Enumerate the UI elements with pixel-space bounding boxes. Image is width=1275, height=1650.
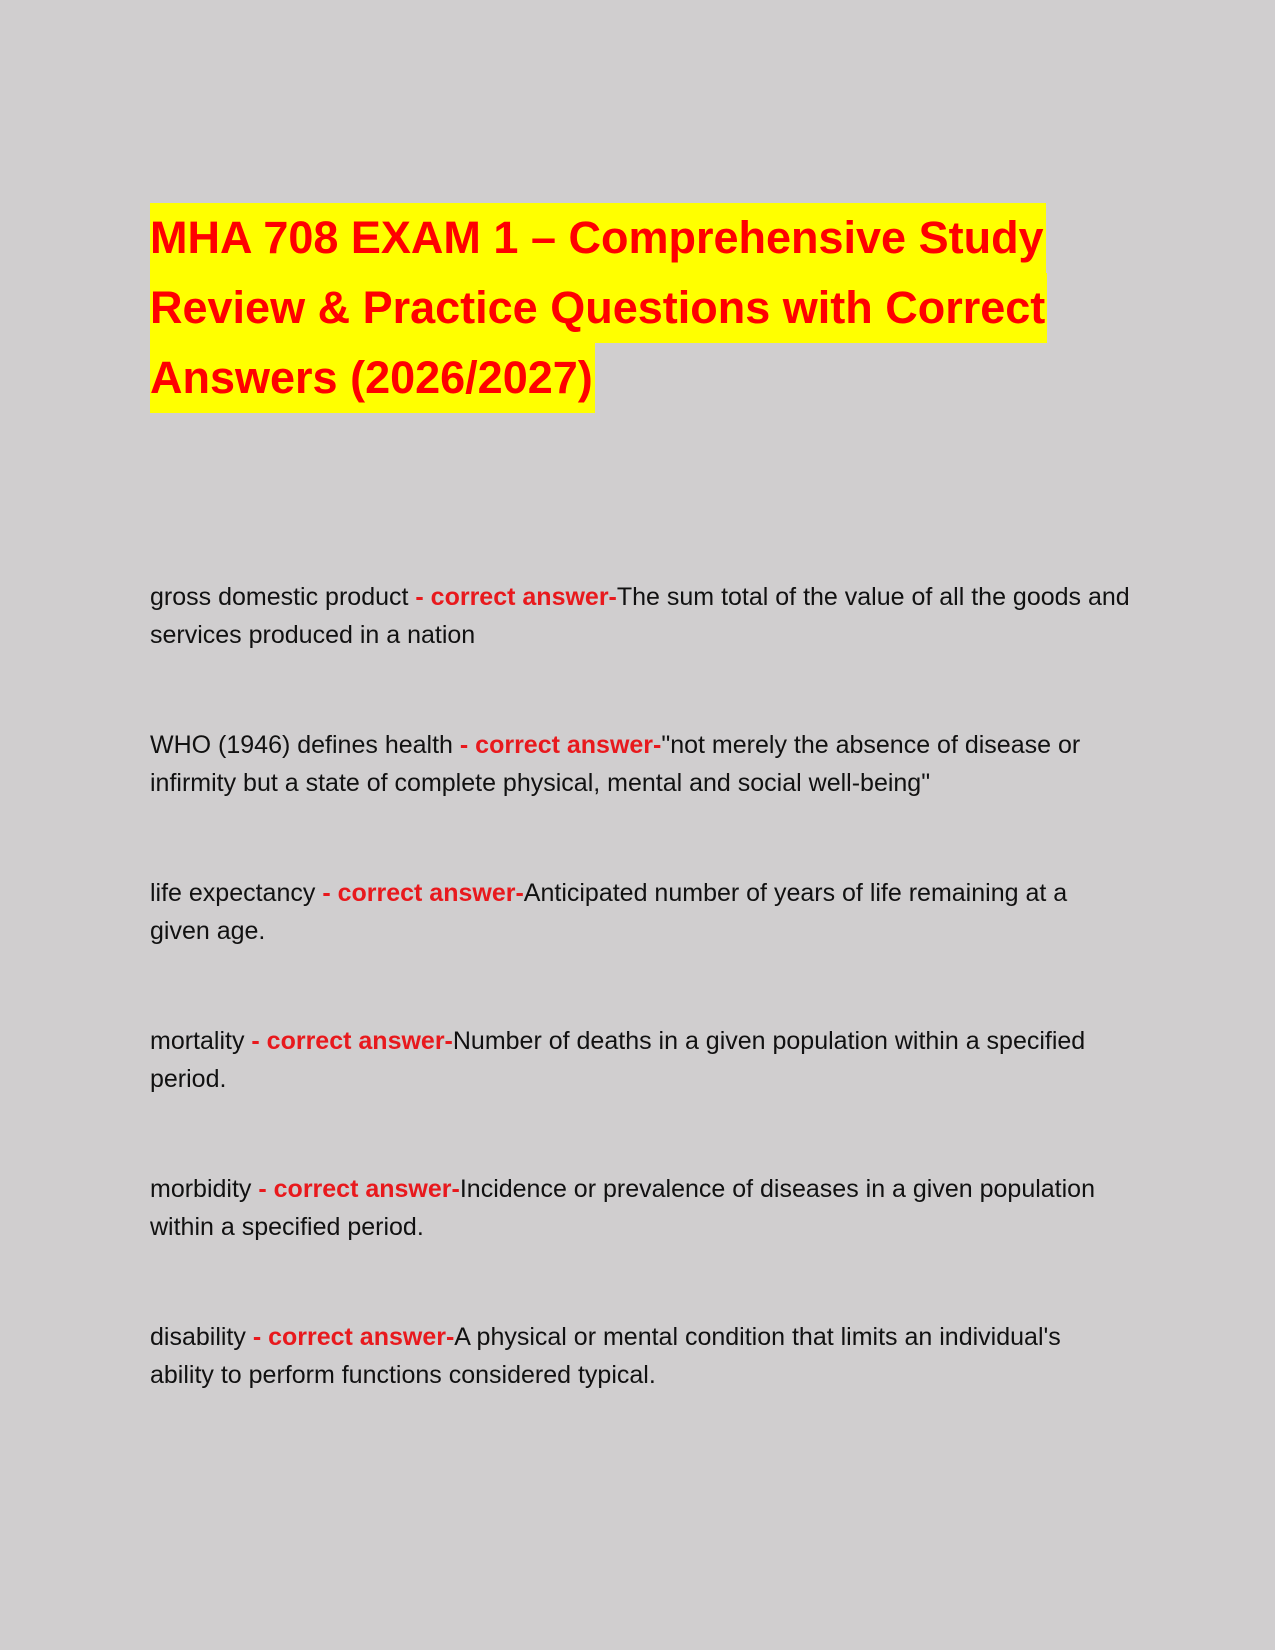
qa-item-who-health — [150, 726, 1130, 802]
document-title — [150, 203, 1110, 413]
qa-answer: Incidence or prevalence of diseases in a given population within a specified period. — [150, 1175, 1095, 1241]
qa-list — [150, 578, 1130, 1466]
qa-term: gross domestic product — [150, 583, 416, 611]
qa-item-life-expectancy — [150, 874, 1130, 950]
qa-term: mortality — [150, 1027, 252, 1055]
qa-item-disability — [150, 1318, 1130, 1394]
qa-answer: "not merely the absence of disease or infirmity but a state of complete physical, mental and social well-being" — [150, 731, 1081, 797]
title-line-3: Answers (2026/2027) — [150, 343, 595, 413]
qa-separator: - correct answer- — [251, 1027, 453, 1055]
qa-separator: - correct answer- — [459, 731, 662, 759]
qa-answer: The sum total of the value of all the goods and services produced in a nation — [150, 583, 1130, 649]
qa-separator: - correct answer- — [252, 1323, 455, 1351]
qa-answer: Number of deaths in a given population within a specified period. — [150, 1027, 1086, 1093]
title-line-1: MHA 708 EXAM 1 – Comprehensive Study — [150, 203, 1046, 273]
qa-term: morbidity — [150, 1175, 259, 1203]
title-line-2: Review & Practice Questions with Correct — [150, 273, 1047, 343]
qa-item-morbidity — [150, 1170, 1130, 1246]
qa-term: life expectancy — [150, 879, 323, 907]
qa-term: disability — [150, 1323, 253, 1351]
qa-separator: - correct answer- — [322, 879, 524, 907]
qa-item-gdp — [150, 578, 1130, 654]
qa-item-mortality — [150, 1022, 1130, 1098]
qa-separator: - correct answer- — [258, 1175, 460, 1203]
qa-answer: Anticipated number of years of life remaining at a given age. — [150, 879, 1068, 945]
qa-separator: - correct answer- — [415, 583, 617, 611]
qa-term: WHO (1946) defines health — [150, 731, 460, 759]
qa-answer: A physical or mental condition that limits an individual's ability to perform functions considered typical. — [150, 1323, 1061, 1389]
